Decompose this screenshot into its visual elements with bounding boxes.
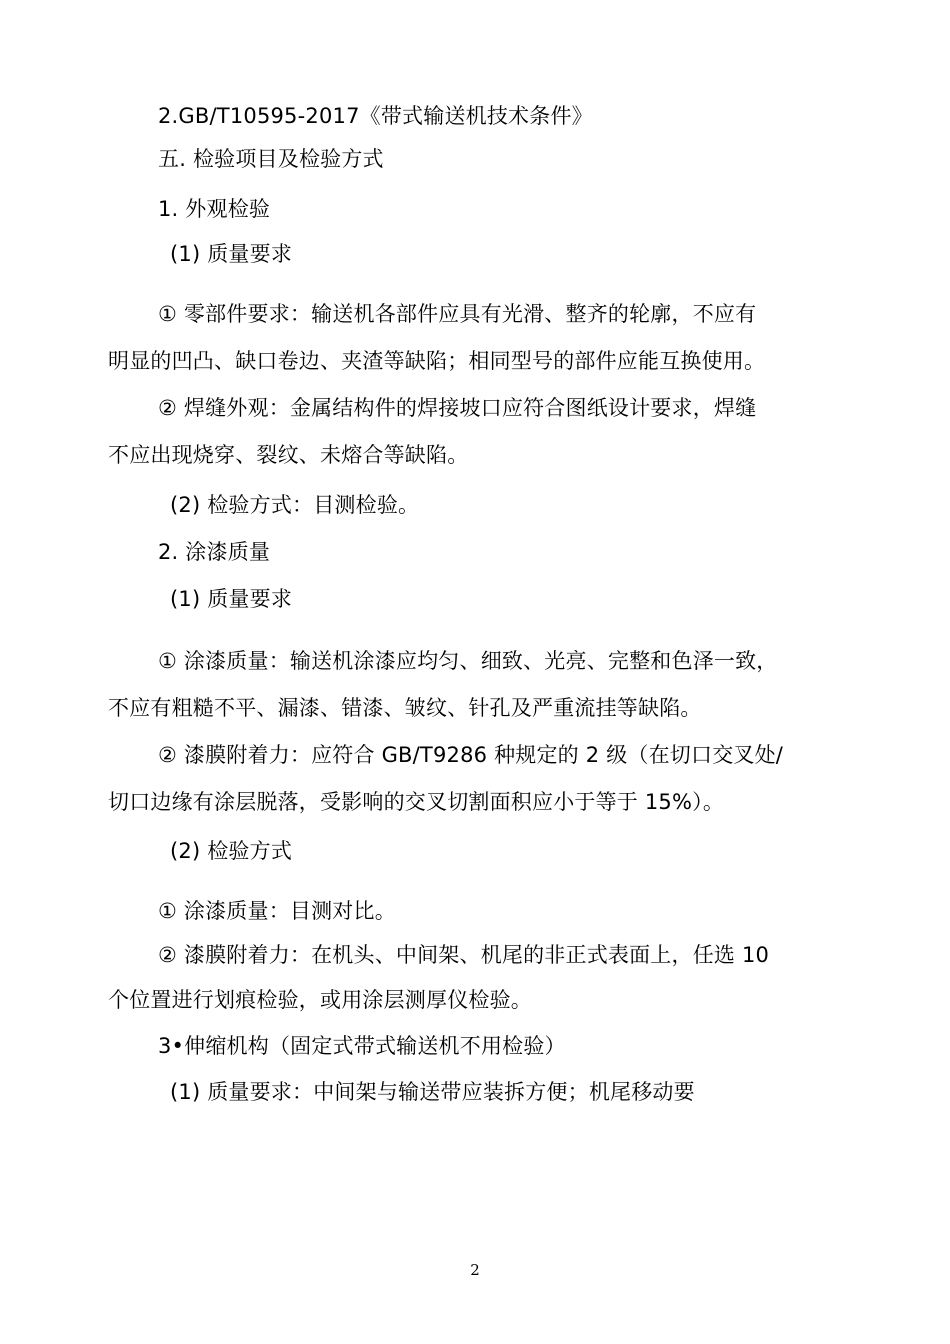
subitem-heading: (1) 质量要求 [170,242,293,266]
subitem-heading: (2) 检验方式 [170,839,293,863]
paragraph-line: 个位置进行划痕检验，或用涂层测厚仪检验。 [108,988,532,1012]
paragraph-line: (1) 质量要求：中间架与输送带应装拆方便；机尾移动要 [170,1080,695,1104]
paragraph-line: ② 焊缝外观：金属结构件的焊接坡口应符合图纸设计要求，焊缝 [158,396,757,420]
item-heading: 2. 涂漆质量 [158,540,271,564]
item-heading: 1. 外观检验 [158,197,271,221]
paragraph-line: ② 漆膜附着力：在机头、中间架、机尾的非正式表面上，任选 10 [158,943,770,967]
paragraph-line: 不应出现烧穿、裂纹、未熔合等缺陷。 [108,443,469,467]
item-heading: 3•伸缩机构（固定式带式输送机不用检验） [158,1034,566,1058]
page-number: 2 [470,1261,480,1279]
paragraph-line: ① 涂漆质量：目测对比。 [158,899,396,923]
section-heading: 五. 检验项目及检验方式 [158,147,384,171]
paragraph-line: (2) 检验方式：目测检验。 [170,493,420,517]
paragraph-line: 明显的凹凸、缺口卷边、夹渣等缺陷；相同型号的部件应能互换使用。 [108,349,766,373]
paragraph-line: ① 涂漆质量：输送机涂漆应均匀、细致、光亮、完整和色泽一致， [158,649,778,673]
paragraph-line: 切口边缘有涂层脱落，受影响的交叉切割面积应小于等于 15%）。 [108,790,725,814]
standard-reference-line: 2.GB/T10595-2017《带式输送机技术条件》 [158,104,593,128]
paragraph-line: ① 零部件要求：输送机各部件应具有光滑、整齐的轮廓，不应有 [158,302,757,326]
paragraph-line: 不应有粗糙不平、漏漆、错漆、皱纹、针孔及严重流挂等缺陷。 [108,696,702,720]
paragraph-line: ② 漆膜附着力：应符合 GB/T9286 种规定的 2 级（在切口交叉处/ [158,743,784,767]
subitem-heading: (1) 质量要求 [170,587,293,611]
